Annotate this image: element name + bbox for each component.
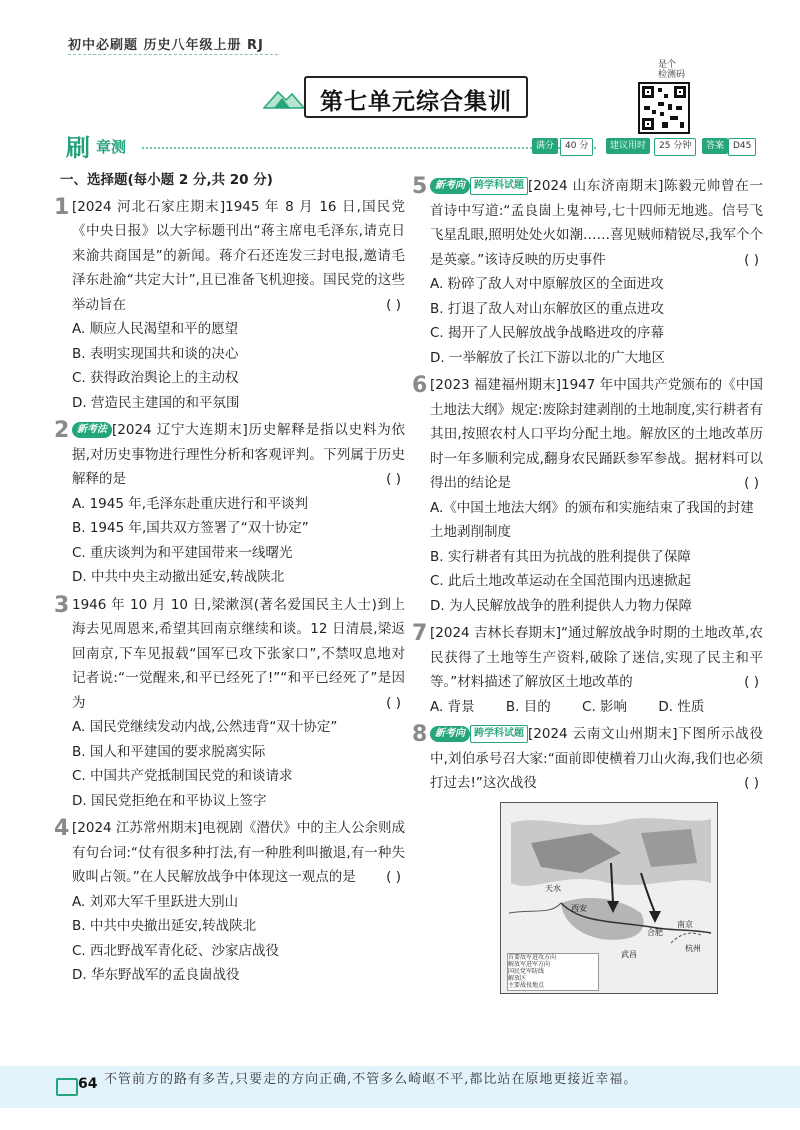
map-legend — [507, 953, 599, 991]
option-a[interactable]: A. 背景 — [430, 698, 475, 715]
option-b[interactable]: B. 实行耕者有其田为抗战的胜利提供了保障 — [430, 548, 691, 565]
option-d[interactable]: D. 国民党拒绝在和平协议上签字 — [72, 792, 267, 809]
question-5 — [412, 174, 763, 370]
question-number: 1 — [54, 194, 70, 220]
question-stem: [2024 吉林长春期末]“通过解放战争时期的土地改革,农民获得了土地等生产资料,破除了迷信,实现了民主和平等。”材料描述了解放区土地改革的 — [430, 625, 763, 690]
book-icon — [56, 1078, 78, 1096]
question-number: 6 — [412, 373, 428, 398]
answer-label: 答案 — [702, 138, 728, 154]
qr-code-area[interactable] — [634, 60, 706, 130]
answer-blank[interactable]: ( ) — [386, 869, 401, 885]
answer-blank[interactable]: ( ) — [744, 475, 759, 491]
option-d[interactable]: D. 性质 — [658, 698, 705, 715]
legend-item: 首要敌军进攻方向 — [508, 953, 557, 961]
option-c[interactable]: C. 西北野战军青化砭、沙家店战役 — [72, 942, 280, 959]
question-number: 4 — [54, 816, 70, 841]
battle-map — [500, 802, 718, 994]
question-3 — [54, 592, 405, 814]
map-label-tianshui: 天水 — [545, 883, 561, 893]
header-divider — [68, 54, 278, 55]
question-number: 5 — [412, 174, 428, 199]
option-a[interactable]: A. 刘邓大军千里跃进大别山 — [72, 893, 239, 910]
option-c[interactable]: C. 揭开了人民解放战争战略进攻的序幕 — [430, 325, 665, 341]
option-c[interactable]: C. 重庆谈判为和平建国带来一线曙光 — [72, 544, 293, 561]
legend-item: 主要战役地点 — [508, 981, 545, 989]
option-c[interactable]: C. 中国共产党抵制国民党的和谈请求 — [72, 768, 293, 784]
new-direction-tag: 新考向 — [430, 178, 470, 194]
section-bar — [66, 130, 754, 162]
option-b[interactable]: B. 1945 年,国共双方签署了“双十协定” — [72, 520, 309, 536]
section-logo-text: 章测 — [96, 138, 127, 156]
question-2 — [54, 418, 405, 590]
page-header — [0, 30, 800, 56]
question-number: 3 — [54, 592, 70, 618]
cross-subject-tag: 跨学科试题 — [470, 725, 528, 743]
option-d[interactable]: D. 华东野战军的孟良崮战役 — [72, 967, 240, 983]
answer-blank[interactable]: ( ) — [744, 775, 759, 791]
footer-motto: 不管前方的路有多苦,只要走的方向正确,不管多么崎岖不平,都比站在原地更接近幸福。 — [104, 1072, 638, 1087]
option-d[interactable]: D. 一举解放了长江下游以北的广大地区 — [430, 349, 665, 366]
question-number: 7 — [412, 621, 428, 646]
option-a[interactable]: A. 国民党继续发动内战,公然违背“双十协定” — [72, 719, 338, 735]
option-c[interactable]: C. 影响 — [582, 698, 628, 715]
section-dotted-rule — [142, 147, 596, 149]
option-d[interactable]: D. 为人民解放战争的胜利提供人力物力保障 — [430, 597, 692, 614]
mountain-icon — [262, 86, 306, 110]
new-direction-tag: 新考向 — [430, 726, 470, 742]
legend-item: 解放军进军方向 — [508, 960, 551, 968]
answer-blank[interactable]: ( ) — [386, 471, 401, 487]
question-stem: [2024 山东济南期末]陈毅元帅曾在一首诗中写道:“孟良崮上鬼神号,七十四师无地逃。信号飞飞星乱眼,照明处处火如潮……喜见贼师精锐尽,我军个个是英豪。”该诗反映的历史事件 — [430, 178, 763, 268]
book-title: 初中必刷题 历史八年级上册 RJ — [68, 38, 264, 53]
option-a[interactable]: A. 1945 年,毛泽东赴重庆进行和平谈判 — [72, 495, 309, 512]
right-column — [412, 174, 763, 997]
question-8 — [412, 722, 763, 994]
question-6 — [412, 373, 763, 618]
new-method-tag: 新考法 — [72, 422, 112, 438]
unit-banner — [262, 76, 530, 116]
map-label-hefei: 合肥 — [647, 927, 663, 937]
score-label: 满分 — [532, 138, 558, 154]
option-c[interactable]: C. 获得政治舆论上的主动权 — [72, 370, 239, 386]
map-label-hangzhou: 杭州 — [685, 943, 701, 953]
inline-options — [430, 695, 763, 720]
option-b[interactable]: B. 中共中央撤出延安,转战陕北 — [72, 918, 257, 934]
option-c[interactable]: C. 此后土地改革运动在全国范围内迅速掀起 — [430, 573, 692, 589]
qr-code-icon — [638, 82, 690, 134]
question-stem: [2024 辽宁大连期末]历史解释是指以史料为依据,对历史事物进行理性分析和客观评判。下列属于历史解释的是 — [72, 422, 405, 487]
unit-title: 第七单元综合集训 — [320, 88, 512, 115]
question-stem: [2024 河北石家庄期末]1945 年 8 月 16 日,国民党《中央日报》以大字标题刊出“蒋主席电毛泽东,请克日来渝共商国是”的新闻。蒋介石还连发三封电报,邀请毛泽东赴渝“共定大计”,且已准备飞机迎接。国民党的这些举动旨在 — [72, 198, 405, 313]
legend-item: 国民党军防线 — [508, 967, 545, 975]
question-number: 2 — [54, 418, 70, 443]
answer-blank[interactable]: ( ) — [744, 674, 759, 690]
option-b[interactable]: B. 国人和平建国的要求脱离实际 — [72, 743, 266, 760]
option-d[interactable]: D. 中共中央主动撤出延安,转战陕北 — [72, 569, 285, 585]
map-label-wuchang: 武昌 — [621, 949, 637, 959]
unit-title-box — [304, 76, 528, 118]
question-stem: [2024 江苏常州期末]电视剧《潜伏》中的主人公余则成有句台词:“仗有很多种打法,有一种胜利叫撤退,有一种失败叫占领。”在人民解放战争中体现这一观点的是 — [72, 820, 405, 885]
time-value: 25 分钟 — [654, 138, 696, 156]
qr-caption: 是个 检测码 — [658, 60, 686, 80]
answer-blank[interactable]: ( ) — [386, 296, 401, 313]
option-a[interactable]: A.《中国土地法大纲》的颁布和实施结束了我国的封建土地剥削制度 — [430, 499, 754, 540]
option-b[interactable]: B. 打退了敌人对山东解放区的重点进攻 — [430, 300, 664, 317]
answer-blank[interactable]: ( ) — [386, 694, 401, 711]
option-a[interactable]: A. 顺应人民渴望和平的愿望 — [72, 321, 239, 337]
map-label-xian: 西安 — [571, 903, 587, 913]
option-b[interactable]: B. 目的 — [505, 698, 551, 715]
question-stem: [2023 福建福州期末]1947 年中国共产党颁布的《中国土地法大纲》规定:废除封建剥削的土地制度,实行耕者有其田,按照农村人口平均分配土地。解放区的土地改革历时一年多顺利完成,翻身农民踊跃参军参战。据材料可以得出的结论是 — [430, 377, 763, 491]
question-stem: [2024 云南文山州期末]下图所示战役中,刘伯承号召大家:“面前即使横着刀山火海,我们也必须打过去!”这次战役 — [430, 726, 763, 791]
question-1 — [54, 194, 405, 416]
section-logo — [66, 130, 142, 162]
question-number: 8 — [412, 722, 428, 747]
cross-subject-tag: 跨学科试题 — [470, 177, 528, 195]
question-stem: 1946 年 10 月 10 日,梁漱溟(著名爱国民主人士)到上海去见周恩来,希望其回南京继续和谈。12 日清晨,梁返回南京,下车见报载“国军已攻下张家口”,不禁叹息地对记者说:“一觉醒来,和平已经死了!”“和平已经死了”是因为 — [72, 596, 405, 711]
section-logo-char: 刷 — [66, 133, 90, 162]
part-title: 一、选择题(每小题 2 分,共 20 分) — [60, 172, 273, 188]
page-number: 64 — [78, 1076, 98, 1092]
map-label-nanjing: 南京 — [677, 919, 693, 929]
question-7 — [412, 621, 763, 719]
answer-page: D45 — [728, 138, 756, 156]
legend-item: 解放区 — [508, 974, 527, 982]
left-column — [54, 168, 405, 991]
option-a[interactable]: A. 粉碎了敌人对中原解放区的全面进攻 — [430, 276, 664, 292]
question-4 — [54, 816, 405, 988]
page-footer — [0, 1066, 800, 1108]
option-d[interactable]: D. 营造民主建国的和平氛围 — [72, 394, 240, 411]
answer-blank[interactable]: ( ) — [744, 251, 759, 268]
score-value: 40 分 — [560, 138, 593, 156]
time-label: 建议用时 — [606, 138, 650, 154]
option-b[interactable]: B. 表明实现国共和谈的决心 — [72, 345, 239, 362]
